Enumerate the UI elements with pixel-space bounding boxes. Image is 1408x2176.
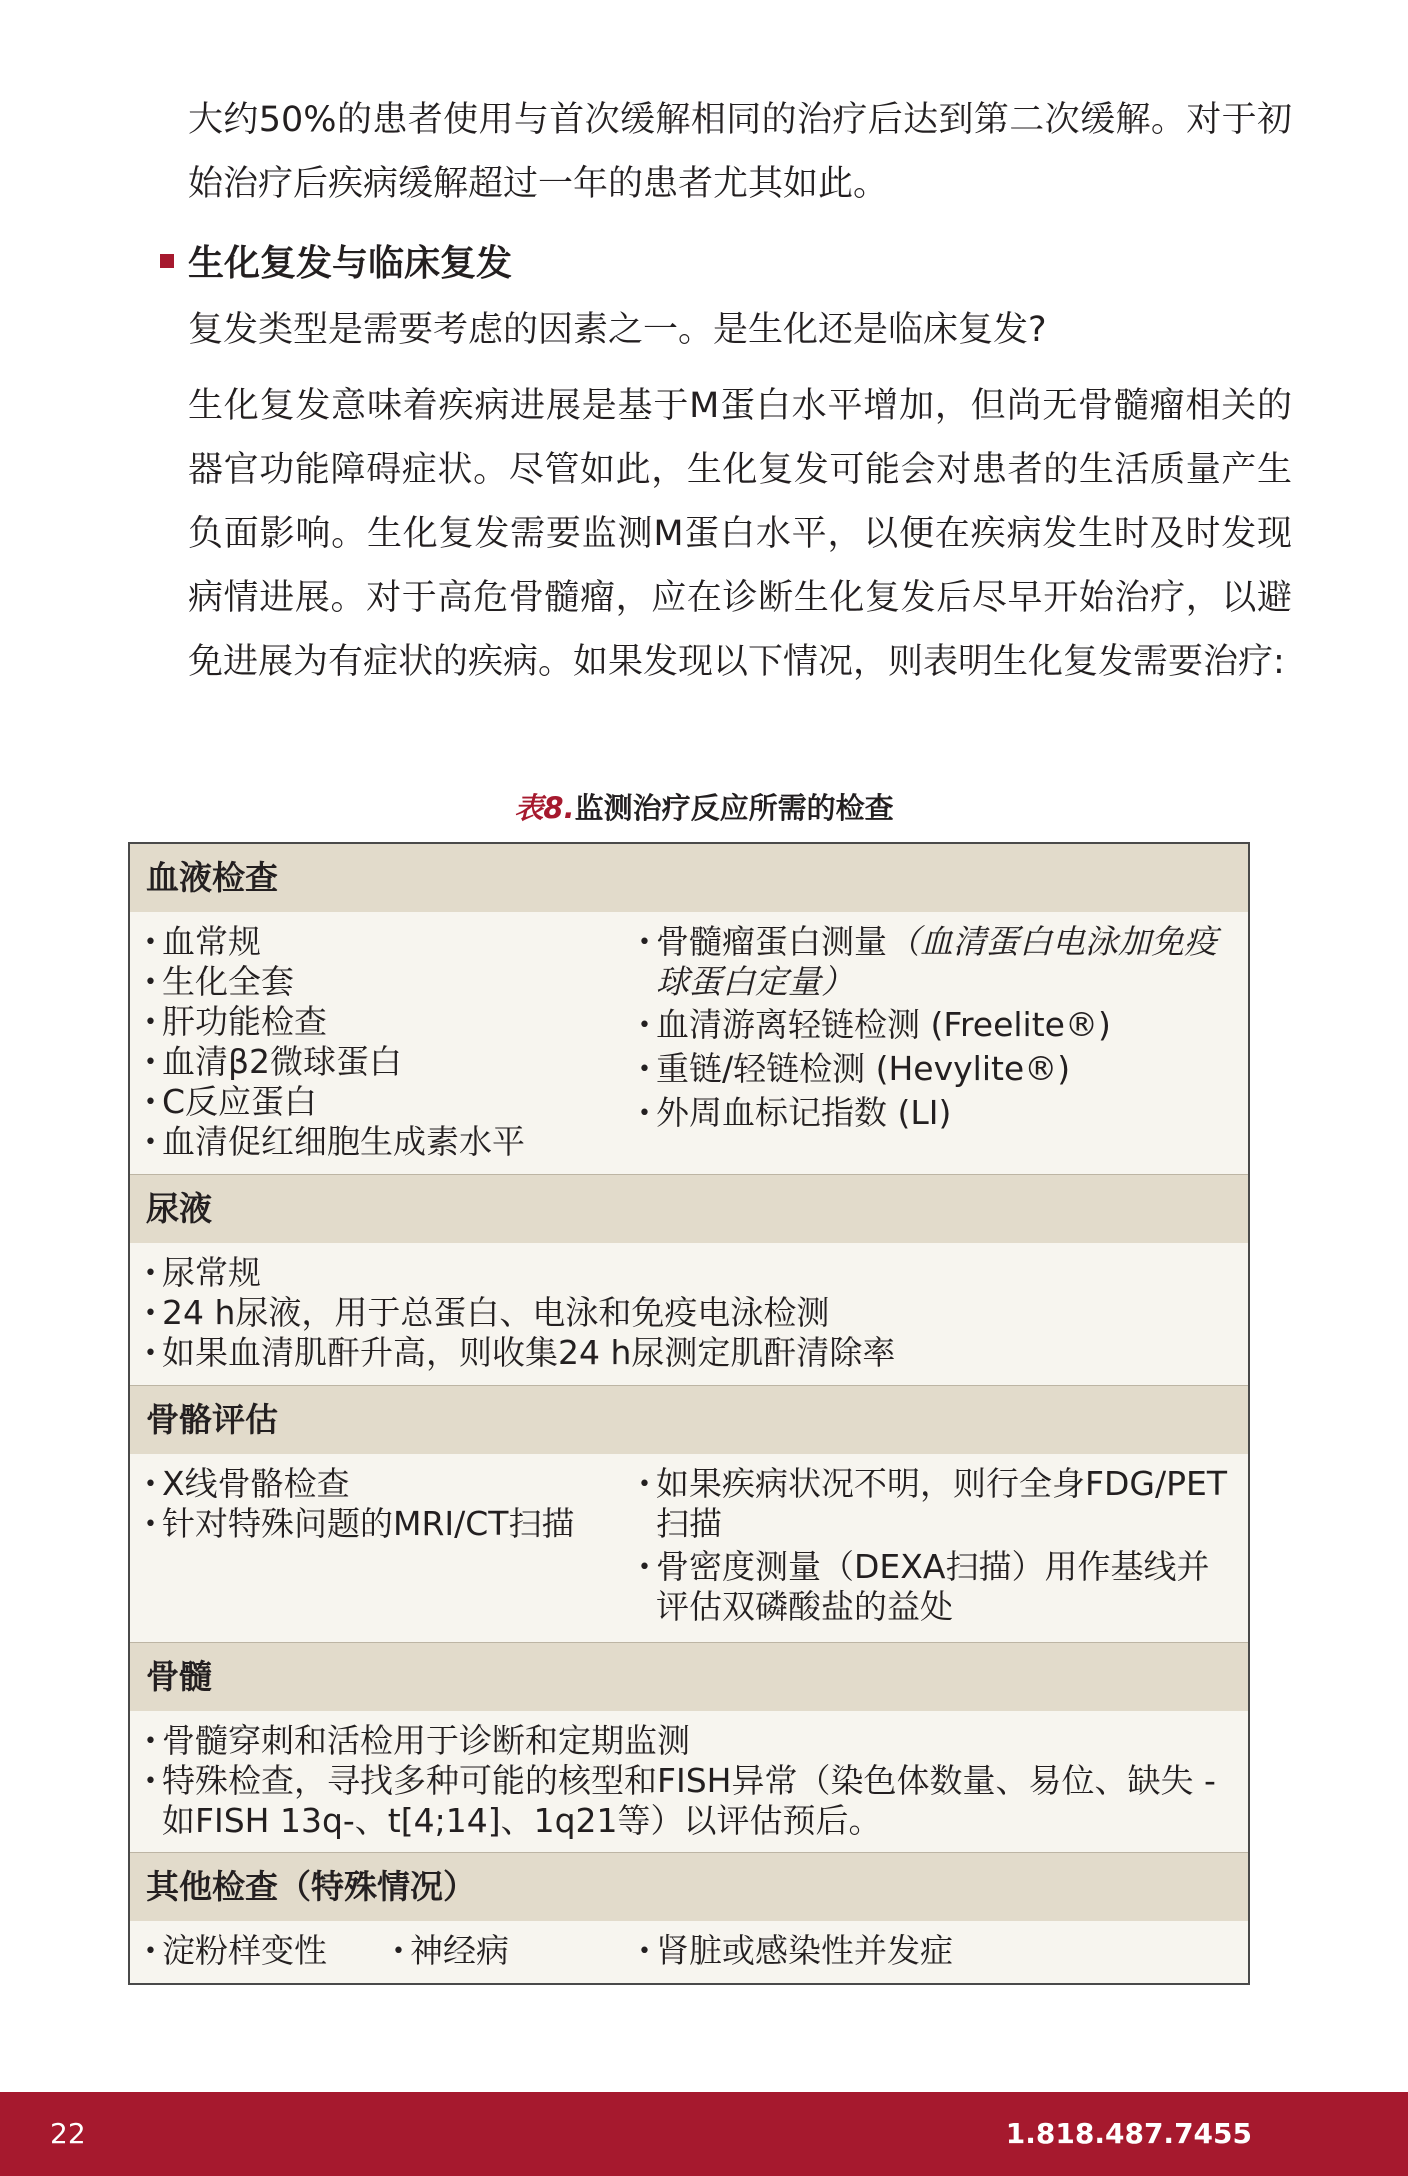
list-item: • 生化全套 bbox=[144, 962, 638, 1002]
list-item: • 24 h尿液，用于总蛋白、电泳和免疫电泳检测 bbox=[144, 1293, 1234, 1333]
intro-paragraph: 大约50%的患者使用与首次缓解相同的治疗后达到第二次缓解。对于初始治疗后疾病缓解超过一年的患者尤其如此。 bbox=[188, 100, 1292, 204]
list-item: • X线骨骼检查 bbox=[144, 1464, 638, 1504]
section-body-marrow bbox=[130, 1711, 1248, 1853]
other-column-3 bbox=[638, 1931, 1238, 1971]
section-heading-text: 生化复发与临床复发 bbox=[188, 243, 513, 284]
blood-left-column bbox=[144, 922, 638, 1162]
square-bullet-icon bbox=[160, 254, 174, 268]
other-column-2 bbox=[392, 1931, 638, 1971]
section-body-bone bbox=[130, 1454, 1248, 1643]
other-column-1 bbox=[144, 1931, 392, 1971]
table-caption-title: 监测治疗反应所需的检查 bbox=[574, 791, 894, 825]
section-header-bone: 骨骼评估 bbox=[130, 1386, 1248, 1454]
blood-right-column bbox=[638, 922, 1238, 1162]
list-item: • 重链/轻链检测 (Hevylite®) bbox=[638, 1049, 1238, 1089]
myeloma-protein-label: 骨髓瘤蛋白测量 bbox=[656, 922, 887, 961]
section-body-blood bbox=[130, 912, 1248, 1175]
list-item: • 如果血清肌酐升高，则收集24 h尿测定肌酐清除率 bbox=[144, 1333, 1234, 1373]
section-header-blood: 血液检查 bbox=[130, 844, 1248, 912]
phone-number: 1.818.487.7455 bbox=[1005, 2117, 1252, 2150]
section-header-other: 其他检查（特殊情况） bbox=[130, 1853, 1248, 1921]
list-item: • 肝功能检查 bbox=[144, 1002, 638, 1042]
list-item: • 骨髓穿刺和活检用于诊断和定期监测 bbox=[144, 1721, 1234, 1761]
list-item: • 骨密度测量（DEXA扫描）用作基线并评估双磷酸盐的益处 bbox=[638, 1547, 1238, 1626]
list-item: • 神经病 bbox=[392, 1931, 638, 1971]
list-item: • 血清β2微球蛋白 bbox=[144, 1042, 638, 1082]
section-heading bbox=[160, 236, 512, 292]
list-item: • 血清促红细胞生成素水平 bbox=[144, 1122, 638, 1162]
page-number: 22 bbox=[50, 2117, 86, 2150]
marrow-column bbox=[144, 1721, 1234, 1840]
list-item: • 血清游离轻链检测 (Freelite®) bbox=[638, 1005, 1238, 1045]
section-body-other bbox=[130, 1921, 1248, 1983]
relapse-type-paragraph: 复发类型是需要考虑的因素之一。是生化还是临床复发? bbox=[188, 310, 1047, 350]
list-item: • 针对特殊问题的MRI/CT扫描 bbox=[144, 1504, 638, 1544]
myeloma-protein-note: （血清蛋白电泳加免疫球蛋白定量） bbox=[656, 922, 1217, 1001]
biochemical-relapse-paragraph: 生化复发意味着疾病进展是基于M蛋白水平增加，但尚无骨髓瘤相关的器官功能障碍症状。尽管如此，生化复发可能会对患者的生活质量产生负面影响。生化复发需要监测M蛋白水平，以便在疾病发生时及时发现病情进展。对于高危骨髓瘤，应在诊断生化复发后尽早开始治疗，以避免进展为有症状的疾病。如果发现以下情况，则表明生化复发需要治疗: bbox=[188, 386, 1292, 682]
urine-column bbox=[144, 1253, 1234, 1373]
list-item: • 淀粉样变性 bbox=[144, 1931, 392, 1971]
list-item bbox=[638, 922, 1238, 1001]
bone-left-column bbox=[144, 1464, 638, 1630]
exam-table bbox=[128, 842, 1250, 1985]
section-body-urine bbox=[130, 1243, 1248, 1386]
section-header-marrow: 骨髓 bbox=[130, 1643, 1248, 1711]
table-caption-label: 表8. bbox=[514, 791, 575, 825]
list-item: • 肾脏或感染性并发症 bbox=[638, 1931, 1238, 1971]
footer-bar bbox=[0, 2092, 1408, 2176]
bone-right-column bbox=[638, 1464, 1238, 1630]
table-caption bbox=[0, 786, 1408, 830]
list-item: • 尿常规 bbox=[144, 1253, 1234, 1293]
list-item: • 特殊检查，寻找多种可能的核型和FISH异常（染色体数量、易位、缺失 - 如FISH 13q-、t[4;14]、1q21等）以评估预后。 bbox=[144, 1761, 1234, 1840]
list-item: • 血常规 bbox=[144, 922, 638, 962]
list-item: • C反应蛋白 bbox=[144, 1082, 638, 1122]
section-header-urine: 尿液 bbox=[130, 1175, 1248, 1243]
list-item: • 外周血标记指数 (LI) bbox=[638, 1093, 1238, 1133]
list-item: • 如果疾病状况不明，则行全身FDG/PET扫描 bbox=[638, 1464, 1238, 1543]
